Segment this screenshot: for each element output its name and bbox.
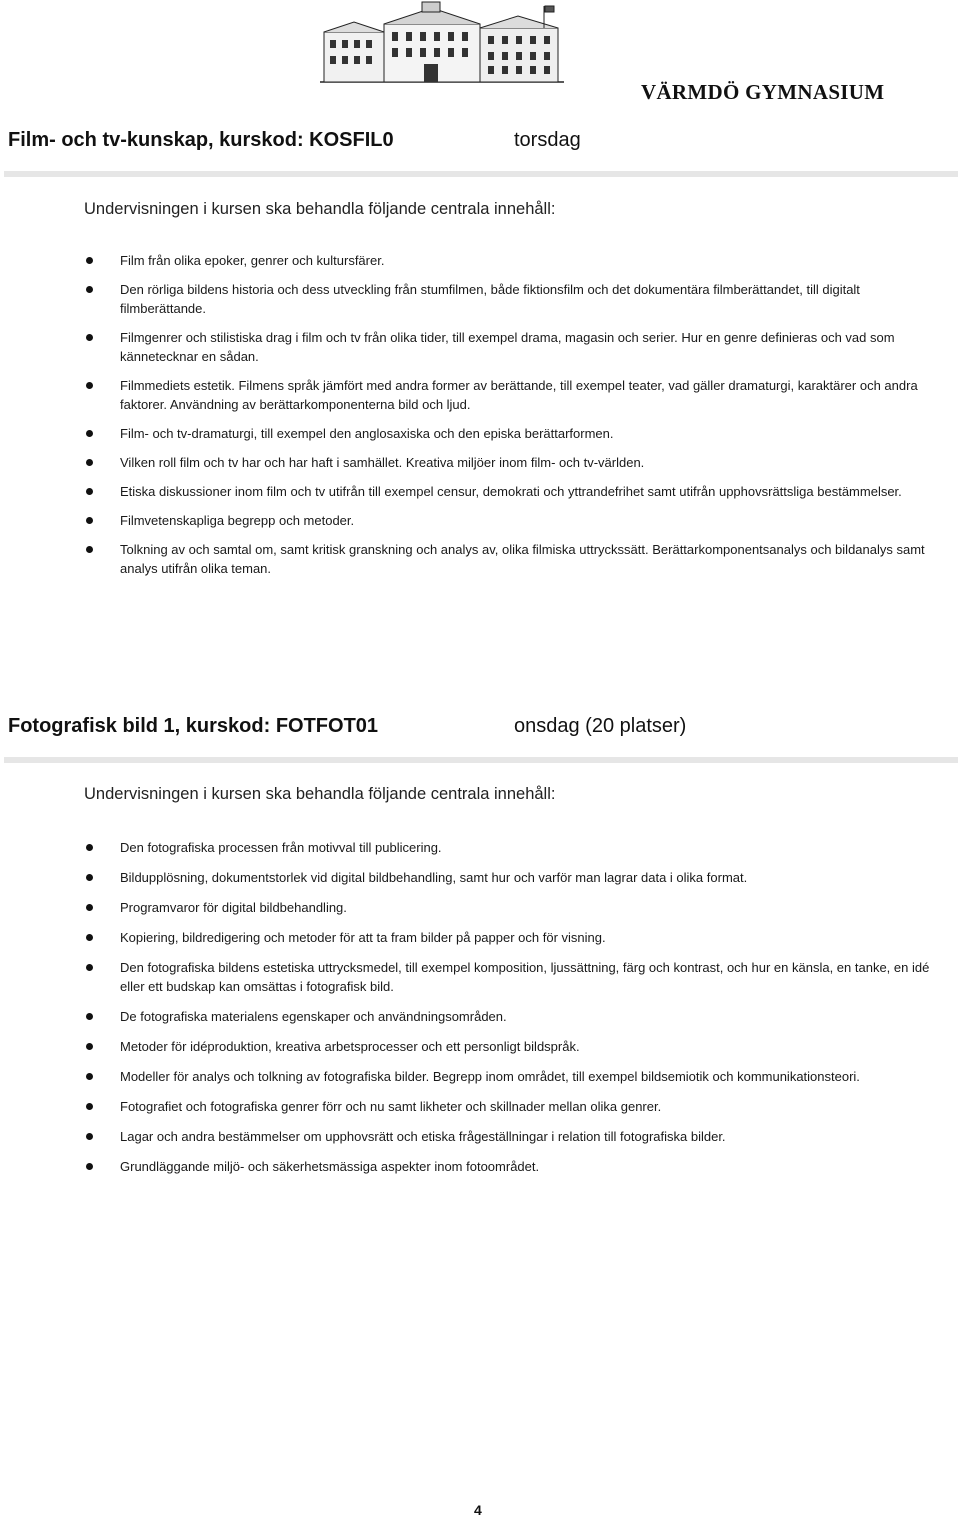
content-list [84, 251, 946, 578]
section-divider [4, 757, 958, 763]
course-day: onsdag (20 platser) [514, 715, 687, 737]
bullet-icon [86, 964, 93, 971]
list-item: Tolkning av och samtal om, samt kritisk granskning och analys av, olika filmiska uttryckssätt. Berättarkomponentsanalys och bildanalys samt analys utifrån olika teman. [84, 540, 946, 578]
list-item: De fotografiska materialens egenskaper och användningsområden. [84, 1007, 946, 1026]
bullet-icon [86, 286, 93, 293]
bullet-icon [86, 430, 93, 437]
bullet-icon [86, 1163, 93, 1170]
bullet-icon [86, 1043, 93, 1050]
bullet-icon [86, 1103, 93, 1110]
section-intro: Undervisningen i kursen ska behandla följande centrala innehåll: [84, 785, 556, 803]
course-title: Fotografisk bild 1, kurskod: FOTFOT01 [8, 715, 379, 737]
list-item: Film- och tv-dramaturgi, till exempel den anglosaxiska och den episka berättarformen. [84, 424, 946, 443]
course-day: torsdag [514, 129, 581, 151]
list-item: Kopiering, bildredigering och metoder för att ta fram bilder på papper och för visning. [84, 928, 946, 947]
list-item: Programvaror för digital bildbehandling. [84, 898, 946, 917]
list-item: Metoder för idéproduktion, kreativa arbetsprocesser och ett personligt bildspråk. [84, 1037, 946, 1056]
bullet-icon [86, 934, 93, 941]
list-item: Den rörliga bildens historia och dess utveckling från stumfilmen, både fiktionsfilm och det dokumentära filmberättandet, till digitalt filmberättande. [84, 280, 946, 318]
bullet-icon [86, 874, 93, 881]
list-item: Film från olika epoker, genrer och kultursfärer. [84, 251, 946, 270]
bullet-icon [86, 844, 93, 851]
page-number: 4 [474, 1502, 482, 1518]
section-intro: Undervisningen i kursen ska behandla följande centrala innehåll: [84, 200, 556, 218]
section-divider [4, 171, 958, 177]
list-item: Fotografiet och fotografiska genrer förr och nu samt likheter och skillnader mellan olika genrer. [84, 1097, 946, 1116]
list-item: Etiska diskussioner inom film och tv utifrån till exempel censur, demokrati och yttrandefrihet samt utifrån upphovsrättsliga bestämmelser. [84, 482, 946, 501]
bullet-icon [86, 488, 93, 495]
bullet-icon [86, 257, 93, 264]
bullet-icon [86, 517, 93, 524]
list-item: Lagar och andra bestämmelser om upphovsrätt och etiska frågeställningar i relation till fotografiska bilder. [84, 1127, 946, 1146]
bullet-icon [86, 1013, 93, 1020]
bullet-icon [86, 459, 93, 466]
list-item: Filmgenrer och stilistiska drag i film och tv från olika tider, till exempel drama, magasin och serier. Hur en genre definieras och vad som kännetecknar en sådan. [84, 328, 946, 366]
list-item: Grundläggande miljö- och säkerhetsmässiga aspekter inom fotoområdet. [84, 1157, 946, 1176]
bullet-icon [86, 382, 93, 389]
list-item: Modeller för analys och tolkning av fotografiska bilder. Begrepp inom området, till exempel bildsemiotik och kommunikationsteori. [84, 1067, 946, 1086]
list-item: Den fotografiska bildens estetiska uttrycksmedel, till exempel komposition, ljussättning, färg och kontrast, och hur en känsla, en tanke, en idé eller ett budskap kan omsättas i fotografisk bild. [84, 958, 946, 996]
list-item: Filmmediets estetik. Filmens språk jämfört med andra former av berättande, till exempel teater, vad gäller dramaturgi, karaktärer och andra faktorer. Användning av berättarkomponenterna bild och ljud. [84, 376, 946, 414]
course-title: Film- och tv-kunskap, kurskod: KOSFIL0 [8, 129, 394, 151]
bullet-icon [86, 1133, 93, 1140]
school-building-illustration [318, 0, 566, 86]
bullet-icon [86, 334, 93, 341]
bullet-icon [86, 546, 93, 553]
bullet-icon [86, 904, 93, 911]
list-item: Vilken roll film och tv har och har haft i samhället. Kreativa miljöer inom film- och tv-världen. [84, 453, 946, 472]
list-item: Bildupplösning, dokumentstorlek vid digital bildbehandling, samt hur och varför man lagrar data i olika format. [84, 868, 946, 887]
bullet-icon [86, 1073, 93, 1080]
list-item: Filmvetenskapliga begrepp och metoder. [84, 511, 946, 530]
school-name: VÄRMDÖ GYMNASIUM [641, 80, 885, 104]
list-item: Den fotografiska processen från motivval till publicering. [84, 838, 946, 857]
content-list [84, 838, 946, 1176]
